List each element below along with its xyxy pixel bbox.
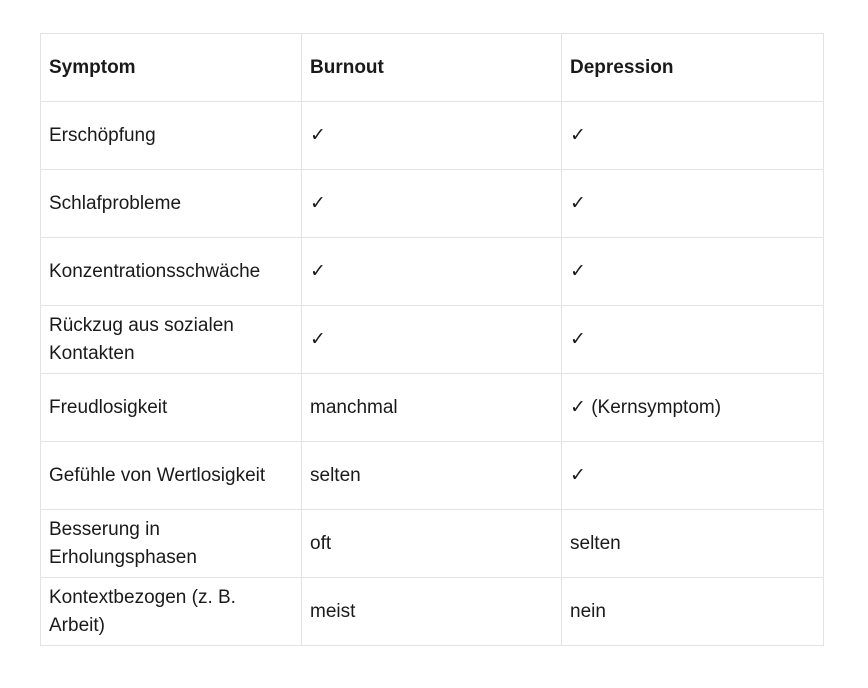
table-row	[41, 374, 824, 442]
header-burnout: Burnout	[302, 34, 562, 102]
table-row	[41, 102, 824, 170]
cell-depression: selten	[562, 510, 824, 578]
table-row	[41, 238, 824, 306]
cell-burnout: manchmal	[302, 374, 562, 442]
cell-burnout: oft	[302, 510, 562, 578]
cell-depression: nein	[562, 578, 824, 646]
cell-burnout: meist	[302, 578, 562, 646]
table-row	[41, 510, 824, 578]
cell-symptom: Erschöpfung	[41, 102, 302, 170]
cell-burnout: ✓	[302, 238, 562, 306]
cell-burnout: selten	[302, 442, 562, 510]
cell-symptom: Kontextbezogen (z. B. Arbeit)	[41, 578, 302, 646]
symptom-comparison-table	[40, 33, 824, 646]
cell-symptom: Konzentrationsschwäche	[41, 238, 302, 306]
cell-depression: ✓	[562, 102, 824, 170]
cell-symptom: Rückzug aus sozialen Kontakten	[41, 306, 302, 374]
cell-symptom: Freudlosigkeit	[41, 374, 302, 442]
table-header-row	[41, 34, 824, 102]
cell-burnout: ✓	[302, 170, 562, 238]
header-depression: Depression	[562, 34, 824, 102]
table-row	[41, 170, 824, 238]
cell-symptom: Schlafprobleme	[41, 170, 302, 238]
table-row	[41, 306, 824, 374]
cell-depression: ✓	[562, 170, 824, 238]
table-row	[41, 442, 824, 510]
cell-depression: ✓	[562, 442, 824, 510]
cell-symptom: Gefühle von Wertlosigkeit	[41, 442, 302, 510]
cell-burnout: ✓	[302, 306, 562, 374]
cell-depression: ✓	[562, 306, 824, 374]
cell-symptom: Besserung in Erholungsphasen	[41, 510, 302, 578]
header-symptom: Symptom	[41, 34, 302, 102]
table-row	[41, 578, 824, 646]
comparison-table-container	[40, 33, 823, 646]
cell-depression: ✓ (Kernsymptom)	[562, 374, 824, 442]
cell-burnout: ✓	[302, 102, 562, 170]
cell-depression: ✓	[562, 238, 824, 306]
